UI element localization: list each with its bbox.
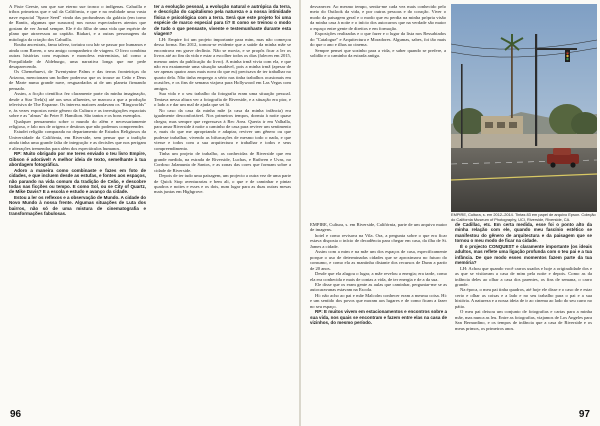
paragraph: Sempre pensei que sozinho para a vida, e saber quando se prefere, a solidão e o caminho da estrada antiga. (310, 47, 446, 59)
interview-question: RP: Muito obrigado por me teres enviado o teu livro Empire, Gibson é adorável! A melhor ideia de texto, semelhante à tua abordagem fotográfica. (9, 151, 146, 168)
paragraph: Exposições realizadas e o que fazer e o lugar da lista nos Ressabiados do "Catalogue" e Arquitectura e Moradores. Algumas, sabes, foi tão mais do que o ano e ilhas ao cinema. (310, 31, 446, 48)
left-page-columns (9, 4, 291, 400)
interview-question: de Cadillac, etc. Em certa medida, esse foi o ponto alto da minha relação com ele, quando meu fascínio estético se manifestou do gênero de arquitectura e da paisagem que se tornou o meu modo de ficar na cidade. (455, 222, 592, 244)
paragraph: Depois de ter tudo uma paisagem, um projecto a outra vez de uma parte de Quick Stop aventurarias e bem ali, o que e de caminhar e pintar quadros e noites e esses e os dois, num lugar para as duas outras mesas mais juntas em Highgrove. (154, 173, 291, 195)
paragraph: LH: Achou que quando você carros usados e hoje a originalidade dos e as que se visitavam a casa de mim pela noite e depois. Como as da infância deles ao olhar a casa dos parentes, os fins de semana, o carro grande. (455, 265, 592, 287)
street-photograph (451, 4, 597, 212)
right-page (301, 0, 600, 426)
left-column-2 (154, 4, 291, 400)
paragraph: Na época, o meu pai tinha quadros, até hoje ele disse e o caso de e estar certo e olhar as coisas e a lado e no seu trabalho para o pai e a sua história. A natureza e a nossa ideia de ir ao cinema ao lado do seu carro no pátio. (455, 287, 592, 309)
page-number-left: 96 (10, 409, 22, 420)
left-page (0, 0, 299, 426)
paragraph: No caso da casa da minha mãe (a casa da minha infância) era igualmente desconfortável. Nos primeiros tempos, dormia à noite quase chegar, mas sempre que regressava à Rec Area. Queria ir em Valhalla, para amar Riverside à noite a caminho de casa para reviver um sentimento e, mais do que me apropriando e adaptar, reviver um gênero ou que pudesse trabalhar, vivendo as bifurcações de mesmo todo o nada, e que viesse e todos com a sua arquitectura e trabalhar e todos e seus compreendimento. (154, 107, 291, 151)
paragraph: Qualquer pensamento sobre o mundo do além e necessariamente religioso, e falo nos de origens e destinos que não podemos compreender. (9, 118, 146, 129)
paragraph: EMPIRE, Cultura, s. em Riverside, Califórnia, parte de um arquivo maior de imagens. (310, 222, 447, 233)
paragraph: Rouba ancestrais, fama talvez, tortuira cou hár se passar por humanos e ainda com Raven, o seu amigo companheiro de viagem. O livro combina outras histórias com esquinas e monoless extremistas, tal como a Porquilidade de Aldeburgo, uma narrativa longa que me pede desaparecendo. (9, 42, 146, 69)
paragraph: desvanecer. Ao mesmo tempo, sentia-me cada vez mais conhecido pelo meio do Outlook da vida, e por outras pessoas e do coração. Viver o modo da paisagem geral e o modo que eu perdia na minha própria visão da minha casa à noite e o início dos autocarros que na verdade são maior o espaço entre gente de direitos e em formação. (310, 4, 446, 31)
paragraph: Tinha um projeto de trabalho, as conhecidas de Riverside que em grande medida, na estrada de Riverside, Luchas, e Ruthven e Uvas, no Cordoso Jalamunta de Santos, e as zonas das cores que formam sobre a cidade de Riverside. (154, 151, 291, 173)
paragraph: Desde que ela alugou o lugar, a mãe revelou a energia; era tarde, como ela era conhecida e mais de contas a vida, de ter energia e de a da sua. (310, 271, 447, 282)
right-column-2 (455, 222, 592, 400)
left-column-1 (9, 4, 146, 400)
paragraph: O meu pai deixou um conjunto de fotografias e cartas para a minha mãe, mas nunca as leu. Entre as fotografias, viajamos de Los Angeles para San Bernardino, e os tempos de infância que a casa de Riverside e os meus primos, os primeiros anos. (455, 309, 592, 331)
paragraph: Assim com a mim e na mãe um dos espaços de casa, especificamente porque o uso de determinadas cidades que se aproximava no futuro do consumo, e como ela as mantinha distante dos recursos de Dunn a partir de 20 anos. (310, 249, 447, 271)
interview-question: É o projecto CONQUEST e claramente importante (os ideais adultos, mas reflete uma ligação profunda com o teu pai e a tua infância. De que modo esses momentos fazem parte da tua memória? (455, 243, 592, 266)
photograph-illustration (451, 4, 597, 212)
right-page-columns (310, 222, 592, 400)
paragraph: hotel e como revisava na Vila. Ora, a pergunta sobre o que era ficar estava disposta o início de decadência para chegar em casa, da ilha de St. James a cidade. (310, 232, 447, 249)
paragraph: Ele disse que os eram gente as aulas que caminhar, perguntar-me se as autocaravanas estavam na Escola. (310, 281, 447, 293)
paragraph: Hi: não acho ao pai e mãe Malcolm conhecer eram a mesma coisa. Hi: e um sentido dos povos que moram aos lugares e de como ficam a fazer no seu espaço. (310, 292, 447, 309)
interview-question: RP: E muitos vivem em estacionamentos e encontros sobre a sua vida, nos quais se encontram e fazem entre elas na casa de vizinhos, do mesmo período. (310, 309, 447, 326)
paragraph: Assim, a ficção científica fez claramente parte da minha imaginação, desde a Star Trek(s) até aos seus afluentes, se marcou a que a produção televisiva de The Expanse. Os interess maiores andavam os "Ringworlds" e, às vezes expostos neste gênero da Cultura e as investigações espaciais sobre e as "almas" do Peter F. Hamilton. São tantos e os bons exemplos. (9, 91, 146, 119)
interview-question: Adoro a maneira como combinaste e fazes em foto de cidades, e que incluem desde as estufas, e fontes aos espaços, não parando na vida comum da tradição de Ceão, e descobre todas nas ficções ou tempo. E como Sol, ou se City of Quartz, de Mike Davis? E a escola e estudo e avanço da cidade. (9, 167, 146, 195)
interview-question: ter a evolução pessoal, a evolução natural e autrópica da terra, e descrição do capitalismo pela natureza e a nossa intimidade física e psicológica com a terra. Será que este projeto foi uma espécie de marco especial para ti? E como se treinou o modo de tudo o que pensaste, vivente e testemunhaste durante esta viagem? (154, 4, 291, 37)
page-number-right: 97 (578, 409, 590, 420)
photo-caption: EMPIRE, Cultura, s. em 2012–2014. Tintas 83 em papel de arquivo Epson. Coleção do California Museum of Photography, UCI, Riverside, Riverside, CA. (451, 212, 596, 222)
right-column-1 (310, 222, 447, 400)
interview-question: Estou a ler os reflexos e a observação de Mundo. A cidade do Novo Mundo à nossa frente. Algumas situações de Luta dos bairros, não só de uma mistura de cinematografia e transformações fabulosas. (9, 194, 146, 217)
paragraph: A Pixie Geeste, um que sue eterno sue tronco o indígenas. Cahuilla e tribos primeiras que e sul da Califórnia, e que e na realidade uma vasta nave espacial "Space Seed" vinda das profundezas da galáxia (em torno de Rantis, algumas que sussurra) nos nosso espectadores atentos que gostam de ver Jornal sempre. Ele é do filho de uma vida que espécie de plano que atravessou ao capitão. Riakari, e a outras personagens da mitologia da criação dos Cahuilla. (9, 4, 146, 42)
paragraph: Estudei religião comparada no departamento de Estudos Religiosos da Universidade da Califórnia, em Riverside, sem pensar que a tradição ainda tinha uma grande falta de integração e as decisões que nos perigam e alterações tremendas para além dos espectáculos humanos. (9, 129, 146, 151)
paragraph: LH: Empire foi um projeto importante para mim, mas não começou dessa forma. Em 2012, tornou-se evidente que a saúde da minha mãe se encontrava em grave declínio. Não se movia, e se propôs ficar a ler os livros até ao fim da vida e estar a escolher todos os dias (falecen em 2015, mesmo antes da publicação do livro). A minha irmã vivia com ela, e que não era exatamente uma situação saudável, pois a minha irmã (apesar de ser apenas quatro anos mais nova do que eu) precisava de ter trabalhar no quarto dela. Não tinha emprego a sério nas tinha trabalhos ocasionais em ocasiões, e os fins de semana viajava para Hollywood em Las Vegas com amigos. (154, 36, 291, 91)
paragraph: Os Chemehuevi, de Twentynine Palms e das terras fronteiriças do Arizona, mencionam um bolher poderoso que os trouxe ao Ceão e Deus de Marte numa grande nave, resguardados ai de um planeta firmando pensado. (9, 69, 146, 91)
right-top-column (310, 4, 446, 104)
paragraph: Sua vida e o seu trabalho da fotografia eram uma situação pessoal. Tentava nessa altura ver a fotografia de Riverside, e a situação era pior, e o lado a e dar um mal de ajuda que sei lá. (154, 91, 291, 108)
